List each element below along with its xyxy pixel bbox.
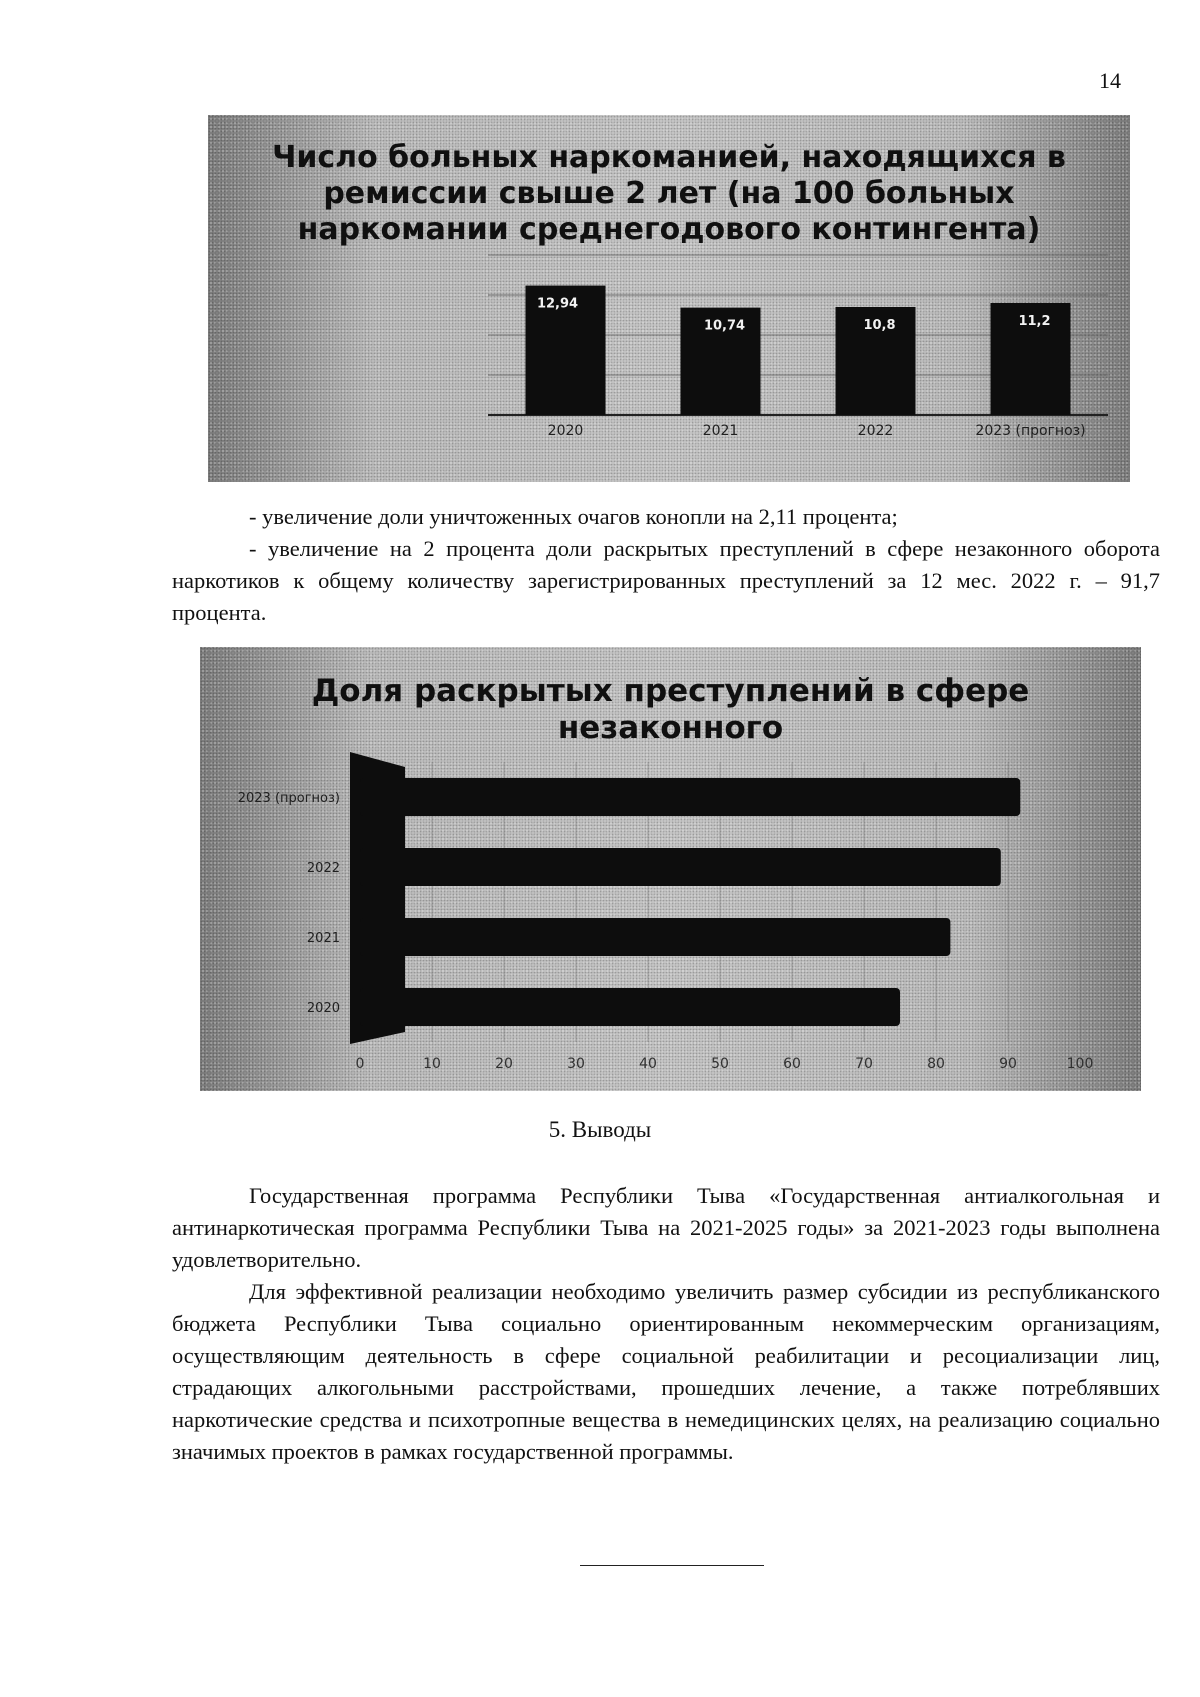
x-tick-label: 30 (567, 1056, 585, 1072)
x-tick-label: 70 (855, 1056, 873, 1072)
x-tick-label: 20 (495, 1056, 513, 1072)
bar (360, 918, 950, 956)
category-label: 2022 (306, 861, 340, 876)
x-tick-label: 10 (423, 1056, 441, 1072)
page-number: 14 (1099, 68, 1121, 93)
bar (360, 988, 900, 1026)
category-label: 2022 (857, 423, 894, 439)
x-tick-label: 90 (999, 1056, 1017, 1072)
list-item: - увеличение на 2 процента доли раскрытых преступлений в сфере незаконного оборота наркотиков к общему количеству зарегистрированных преступлений за 12 мес. 2022 г. – 91,7 процента. (172, 536, 1160, 625)
x-tick-label: 40 (639, 1056, 657, 1072)
remission-bar-chart (208, 115, 1130, 482)
remission-chart-title: Число больных наркоманией, находящихся в ремиссии свыше 2 лет (на 100 больных наркомании среднегодового контингента) (272, 140, 1066, 247)
data-label: 10,74 (703, 318, 746, 334)
data-label: 10,8 (863, 318, 896, 333)
category-label: 2020 (547, 423, 584, 439)
results-list (172, 501, 1160, 629)
x-tick-label: 50 (711, 1056, 729, 1072)
list-item: - увеличение доли уничтоженных очагов конопли на 2,11 процента; (249, 504, 898, 529)
x-tick-label: 80 (927, 1056, 945, 1072)
conclusions-text (172, 1180, 1160, 1468)
bar (360, 778, 1020, 816)
x-tick-label: 60 (783, 1056, 801, 1072)
x-tick-label: 0 (355, 1056, 365, 1072)
category-label: 2023 (прогноз) (975, 423, 1086, 439)
conclusion-paragraph: Государственная программа Республики Тыва «Государственная антиалкогольная и антинаркотическая программа Республики Тыва на 2021-2025 годы» за 2021-2023 годы выполнена удовлетворительно. (172, 1183, 1160, 1272)
data-label: 12,94 (536, 296, 579, 312)
solved-crimes-bar-chart (200, 647, 1141, 1091)
x-tick-label: 100 (1066, 1056, 1094, 1072)
conclusion-paragraph: Для эффективной реализации необходимо увеличить размер субсидии из республиканского бюджета Республики Тыва социально ориентированным некоммерческим организациям, осуществляющим деятельность в сфере социальной реабилитации и ресоциализации лиц, страдающих алкогольными расстройствами, прошедших лечение, а также потреблявших наркотические средства и психотропные вещества в немедицинских целях, на реализацию социально значимых проектов в рамках государственной программы. (172, 1279, 1160, 1464)
category-label: 2020 (306, 1001, 340, 1016)
category-label: 2021 (306, 931, 340, 946)
category-label: 2021 (702, 423, 739, 439)
bar (360, 848, 1001, 886)
end-divider (580, 1565, 764, 1566)
section-heading: 5. Выводы (548, 1117, 652, 1142)
category-label: 2023 (прогноз) (237, 791, 340, 806)
solved-crimes-chart-title: Доля раскрытых преступлений в сфере незаконного (311, 673, 1030, 747)
data-label: 11,2 (1018, 314, 1051, 329)
